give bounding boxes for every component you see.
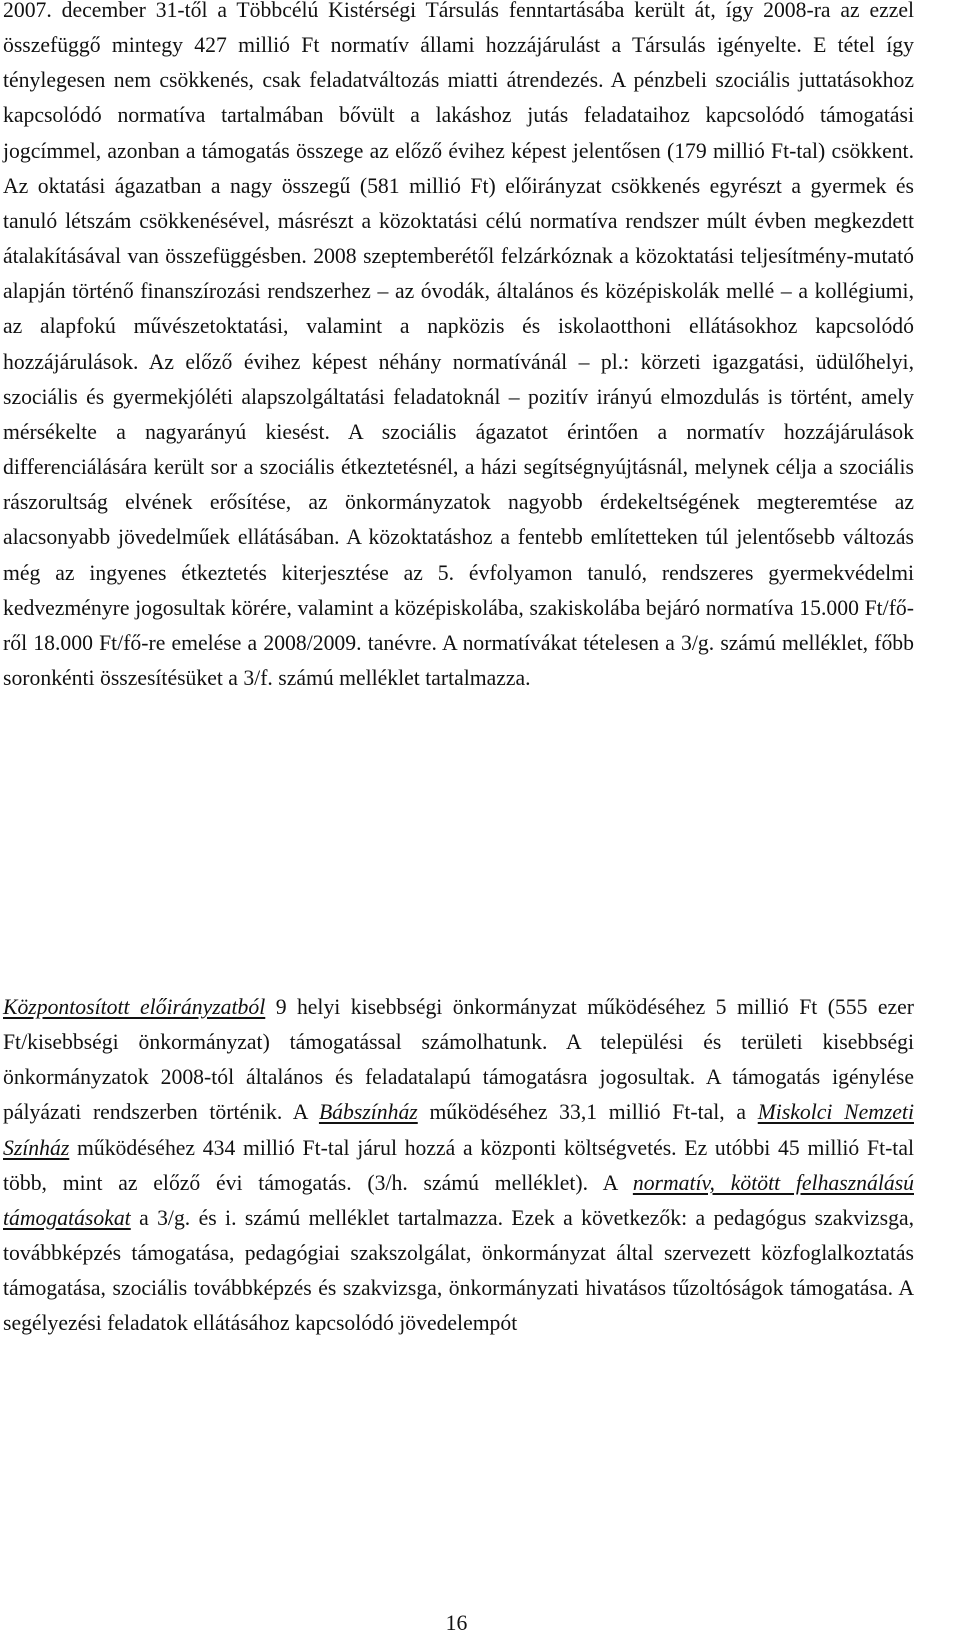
emphasis-normative-grants: normatív, kötött felhasználású támogatásokat <box>3 1170 914 1230</box>
paragraph-text: 9 helyi kisebbségi önkormányzat működéséhez 5 millió Ft (555 ezer Ft/kisebbségi önkormányzat) támogatással számolhatunk. A települési és területi kisebbségi önkormányzatok 2008-tól általános és feladatalapú támogatásra jogosultak. A támogatás igénylése pályázati rendszerben történik. A <box>3 995 914 1125</box>
paragraph-text: 2007. december 31-től a Többcélú Kistérségi Társulás fenntartásába került át, így 2008-ra az ezzel összefüggő mintegy 427 millió Ft normatív állami hozzájárulást a Társulás igényelte. E tétel így ténylegesen nem csökkenés, csak feladatváltozás miatti átrendezés. A pénzbeli szociális juttatásokhoz kapcsolódó normatíva tartalmában bővült a lakáshoz jutás feladataihoz kapcsolódó támogatási jogcímmel, azonban a támogatás összege az előző évihez képest jelentősen (179 millió Ft-tal) csökkent. Az oktatási ágazatban a nagy összegű (581 millió Ft) előirányzat csökkenés egyrészt a gyermek és tanuló létszám csökkenésével, másrészt a közoktatási célú normatíva rendszer múlt évben megkezdett átalakításával van összefüggésben. 2008 szeptemberétől felzárkóznak a közoktatási teljesítmény-mutató alapján történő finanszírozási rendszerhez – az óvodák, általános és középiskolák mellé – a kollégiumi, az alapfokú művészetoktatási, valamint a napközis és iskolaotthoni ellátásokhoz kapcsolódó hozzájárulások. Az előző évihez képest néhány normatívánál – pl.: körzeti igazgatási, üdülőhelyi, szociális és gyermekjóléti alapszolgáltatási feladatoknál – pozitív irányú elmozdulás is történt, amely mérsékelte a nagyarányú kiesést. A szociális ágazatot érintően a normatív hozzájárulások differenciálására került sor a szociális étkeztetésnél, a házi segítségnyújtásnál, melynek célja a szociális rászorultság elvének erősítése, az önkormányzatok nagyobb érdekeltségének megteremtése az alacsonyabb jövedelműek ellátásában. A közoktatáshoz a fentebb említetteken túl jelentősebb változás még az ingyenes étkeztetés kiterjesztése az 5. évfolyamon tanuló, rendszeres gyermekvédelmi kedvezményre jogosultak körére, valamint a középiskolába, szakiskolába bejáró normatíva 15.000 Ft/fő-ről 18.000 Ft/fő-re emelése a 2008/2009. tanévre. A normatívákat tételesen a 3/g. számú melléklet, főbb soronkénti összesítésüket a 3/f. számú melléklet tartalmazza. <box>3 0 914 690</box>
page-number: 16 <box>445 1611 468 1635</box>
body-paragraph-central-allocations <box>3 990 914 1342</box>
paragraph-text: működéséhez 33,1 millió Ft-tal, a <box>417 1100 758 1125</box>
emphasis-puppet-theatre: Bábszínház <box>318 1100 418 1125</box>
paragraph-text: a 3/g. és i. számú melléklet tartalmazza. Ezek a következők: a pedagógus szakvizsga, továbbképzés támogatása, pedagógiai szakszolgálat, önkormányzat által szervezett közfoglalkoztatás támogatása, szociális továbbképzés és szakvizsga, önkormányzati hivatásos tűzoltóságok támogatása. A segélyezési feladatok ellátásához kapcsolódó jövedelempót <box>3 1205 914 1336</box>
paragraph-text: működéséhez 434 millió Ft-tal járul hozzá a központi költségvetés. Ez utóbbi 45 millió Ft-tal több, mint az előző évi támogatás. (3/h. számú melléklet). A <box>3 1135 914 1195</box>
emphasis-national-theatre: Miskolci Nemzeti Színház <box>3 1100 914 1160</box>
emphasis-central-allocation: Központosított előirányzatból <box>3 995 266 1019</box>
body-paragraph-normative-changes <box>3 0 914 696</box>
